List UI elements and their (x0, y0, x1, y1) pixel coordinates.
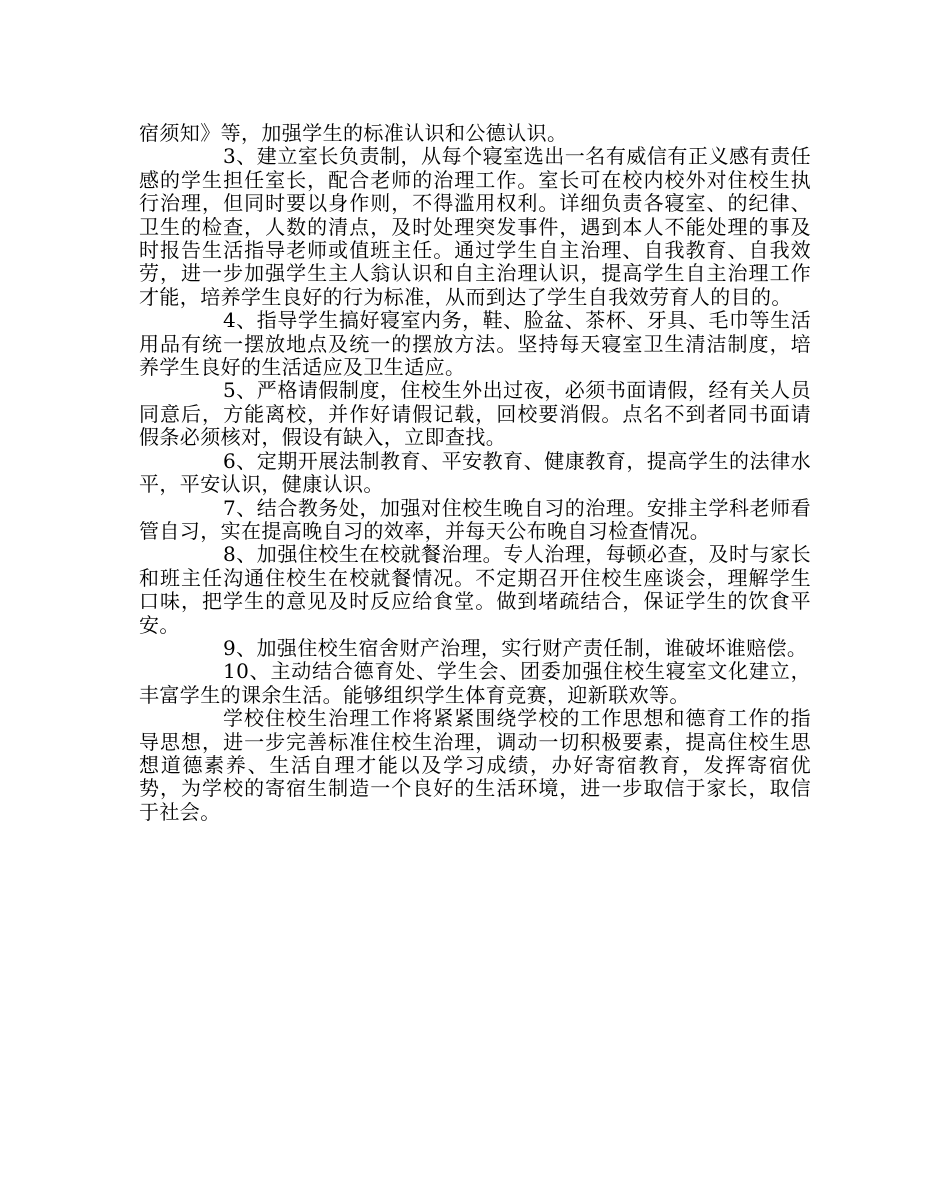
paragraph-item-3: 3、建立室长负责制，从每个寝室选出一名有威信有正义感有责任感的学生担任室长，配合老师的治理工作。室长可在校内校外对住校生执行治理，但同时要以身作则，不得滥用权利。详细负责各寝室、的纪律、卫生的检查，人数的清点，及时处理突发事件，遇到本人不能处理的事及时报告生活指导老师或值班主任。通过学生自主治理、自我教育、自我效劳，进一步加强学生主人翁认识和自主治理认识，提高学生自主治理工作才能，培养学生良好的行为标准，从而到达了学生自我效劳育人的目的。 (139, 144, 811, 309)
paragraph-item-4: 4、指导学生搞好寝室内务，鞋、脸盆、茶杯、牙具、毛巾等生活用品有统一摆放地点及统一的摆放方法。坚持每天寝室卫生清洁制度，培养学生良好的生活适应及卫生适应。 (139, 308, 811, 380)
paragraph-item-6: 6、定期开展法制教育、平安教育、健康教育，提高学生的法律水平，平安认识，健康认识。 (139, 448, 811, 497)
paragraph-item-10: 10、主动结合德育处、学生会、团委加强住校生寝室文化建立，丰富学生的课余生活。能够组织学生体育竞赛，迎新联欢等。 (139, 659, 811, 707)
paragraph-item-5: 5、严格请假制度，住校生外出过夜，必须书面请假，经有关人员同意后，方能离校，并作好请假记载，回校要消假。点名不到者同书面请假条必须核对，假设有缺入，立即查找。 (139, 378, 811, 450)
paragraph-item-9: 9、加强住校生宿舍财产治理，实行财产责任制，谁破坏谁赔偿。 (223, 635, 808, 660)
document-body (139, 122, 811, 824)
paragraph-continuation: 宿须知》等，加强学生的标准认识和公德认识。 (139, 121, 568, 145)
paragraph-item-7: 7、结合教务处，加强对住校生晚自习的治理。安排主学科老师看管自习，实在提高晚自习的效率，并每天公布晚自习检查情况。 (139, 495, 811, 543)
paragraph-item-8: 8、加强住校生在校就餐治理。专人治理，每顿必查，及时与家长和班主任沟通住校生在校就餐情况。不定期召开住校生座谈会，理解学生口味，把学生的意见及时反应给食堂。做到堵疏结合，保证学生的饮食平安。 (139, 542, 811, 637)
paragraph-conclusion: 学校住校生治理工作将紧紧围绕学校的工作思想和德育工作的指导思想，进一步完善标准住校生治理，调动一切积极要素，提高住校生思想道德素养、生活自理才能以及学习成绩，办好寄宿教育，发挥寄宿优势，为学校的寄宿生制造一个良好的生活环境，进一步取信于家长，取信于社会。 (139, 706, 811, 824)
